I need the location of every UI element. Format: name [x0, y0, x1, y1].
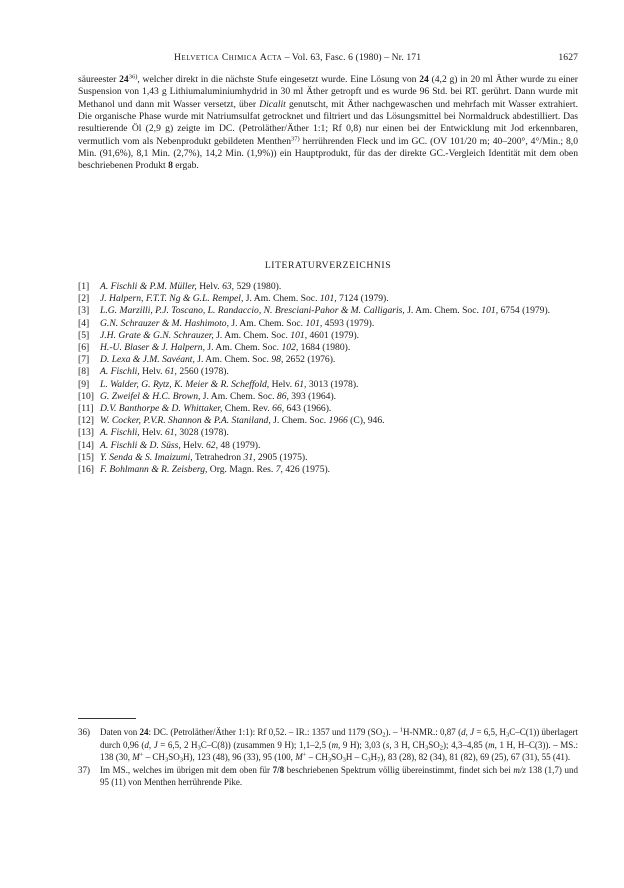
italic-term: Dicalit	[259, 98, 286, 110]
italic-term: s,	[385, 739, 392, 750]
reference-item	[78, 330, 578, 342]
superscript: 1	[399, 726, 404, 734]
reference-authors: Y. Senda & S. Imaizumi,	[100, 451, 193, 463]
reference-authors: J. Halpern, F.T.T. Ng & G.L. Rempel,	[100, 293, 244, 305]
text-run: herrührenden Fleck und im GC. (OV 101/20 m; 40–200°, 4°/Min.; 8,0 Min. (91,6%), 8,1 Min. (2,7%), 14,2 Min. (1,9%)) ein Hauptprodukt, für das der direkte GC.-Vergleich Identität mit dem oben beschriebenen Produkt	[78, 135, 578, 172]
reference-number: [1]	[78, 281, 90, 292]
reference-authors: A. Fischli & D. Süss,	[100, 439, 181, 451]
subscript: 3	[506, 731, 510, 739]
reference-volume: 61,	[164, 427, 177, 439]
text-run: Daten von	[100, 727, 140, 737]
reference-authors: W. Cocker, P.V.R. Shannon & P.A. Staniland,	[100, 415, 271, 427]
reference-volume: 66,	[272, 403, 285, 415]
reference-item	[78, 403, 578, 415]
experimental-paragraph	[78, 74, 578, 173]
reference-pages: 2905 (1975).	[255, 451, 308, 463]
reference-volume: 62,	[205, 439, 218, 451]
text-run: ). –	[385, 727, 400, 737]
reference-volume: 1966	[328, 415, 348, 427]
text-run: 138 (1,7) und 95 (11) von Menthen herrührende Pike.	[100, 764, 578, 788]
subscript: 3	[342, 756, 346, 764]
reference-volume: 63,	[222, 281, 235, 292]
reference-text	[100, 379, 578, 391]
reference-pages: 643 (1966).	[284, 403, 332, 415]
reference-number: [11]	[78, 403, 94, 415]
reference-number: [9]	[78, 378, 90, 390]
reference-number: [12]	[78, 415, 94, 427]
italic-term: M	[132, 752, 140, 763]
text-run: Im MS., welches im übrigen mit dem oben für	[100, 764, 273, 775]
reference-journal: J. Am. Chem. Soc.	[213, 329, 291, 341]
footnote-text	[100, 764, 578, 789]
reference-authors: F. Bohlmann & R. Zeisberg,	[100, 464, 208, 476]
reference-volume: 61,	[294, 378, 307, 390]
reference-volume: 86,	[276, 390, 289, 402]
footnote-ref: 37)	[291, 135, 300, 143]
subscript: 3	[367, 756, 371, 764]
reference-text	[100, 415, 578, 427]
reference-authors: L.G. Marzilli, P.J. Toscano, L. Randaccio, N. Bresciani-Pahor & M. Calligaris,	[100, 305, 405, 317]
reference-text	[100, 281, 578, 293]
text-run: H), 123 (48), 96 (33), 95 (100,	[182, 752, 296, 763]
reference-item	[78, 440, 578, 452]
reference-text	[100, 366, 578, 378]
reference-pages: 3013 (1978).	[306, 378, 359, 390]
reference-authors: L. Walder, G. Rytz, K. Meier & R. Scheffold,	[100, 378, 270, 390]
subscript: 3	[164, 756, 169, 764]
reference-volume: 31,	[243, 451, 256, 463]
reference-number: [3]	[78, 305, 90, 317]
text-run: beschriebenen Spektrum völlig übereinstimmt, findet sich bei	[284, 764, 514, 775]
reference-item	[78, 415, 578, 427]
references-list	[78, 281, 578, 476]
italic-term: m/z	[513, 764, 526, 775]
reference-journal: J. Am. Chem. Soc.	[194, 354, 272, 366]
reference-authors: A. Fischli & P.M. Müller,	[100, 281, 197, 292]
footnote-number: 37)	[78, 764, 90, 775]
text-run: ); 4,3–4,85 (	[443, 739, 489, 750]
reference-number: [5]	[78, 329, 90, 341]
text-run: (4,2 g) in 20 ml Äther wurde zu einer Suspension von 1,43 g Lithiumaluminiumhydrid in 30 ml Äther getropft und es wurde 96 Std. bei RT. gerührt. Dann wurde mit Methanol und dann mit Wasser versetzt, über	[78, 74, 578, 110]
text-run: – CH	[143, 752, 165, 763]
compound-number: 24	[419, 74, 429, 85]
reference-item	[78, 342, 578, 354]
reference-pages: 2560 (1978).	[176, 366, 229, 378]
reference-journal: Helv.	[269, 378, 295, 390]
reference-item	[78, 427, 578, 439]
compound-number: 24	[119, 74, 129, 85]
experimental-text	[78, 74, 578, 173]
reference-pages: 1684 (1980).	[298, 342, 351, 354]
reference-authors: J.H. Grate & G.N. Schrauzer,	[100, 329, 214, 341]
italic-term: d, J	[461, 727, 475, 737]
reference-item	[78, 281, 578, 293]
reference-text	[100, 403, 578, 415]
reference-authors: A. Fischli,	[100, 427, 140, 439]
reference-authors: G.N. Schrauzer & M. Hashimoto,	[100, 317, 229, 329]
reference-item	[78, 379, 578, 391]
subscript: 2	[382, 731, 386, 739]
compound-number: 8	[168, 160, 173, 172]
reference-text	[100, 391, 578, 403]
reference-number: [10]	[78, 390, 94, 402]
reference-text	[100, 305, 578, 317]
footnotes	[78, 726, 578, 789]
reference-authors: G. Zweifel & H.C. Brown,	[100, 390, 201, 402]
reference-item	[78, 452, 578, 464]
reference-pages: 426 (1975).	[282, 464, 331, 476]
reference-item	[78, 318, 578, 330]
reference-authors: H.-U. Blaser & J. Halpern,	[100, 342, 205, 354]
reference-pages: 4593 (1979).	[322, 317, 375, 329]
reference-item	[78, 464, 578, 476]
text-run: SO	[331, 752, 343, 763]
reference-pages: 393 (1964).	[288, 390, 337, 402]
text-run: = 6,5, 2 H	[157, 739, 198, 750]
subscript: 3	[197, 744, 201, 752]
reference-authors: D.V. Banthorpe & D. Whittaker,	[100, 403, 223, 415]
reference-item	[78, 391, 578, 403]
text-run: = 6,5, H	[474, 727, 507, 737]
text-run: 9 H); 3,03 (	[340, 739, 386, 750]
subscript: 3	[327, 756, 332, 764]
reference-journal: J. Am. Chem. Soc.	[200, 390, 277, 402]
superscript: +	[139, 751, 144, 759]
reference-pages: 4601 (1979).	[307, 329, 360, 341]
text-run: H – C	[345, 752, 368, 763]
text-run: säureester	[78, 74, 120, 85]
reference-pages: 529 (1980).	[234, 281, 282, 292]
reference-authors: D. Lexa & J.M. Savéant,	[100, 354, 195, 366]
reference-journal: J. Am. Chem. Soc.	[404, 305, 482, 317]
subscript: 2	[439, 744, 444, 752]
references-heading: LITERATURVERZEICHNIS	[264, 260, 392, 271]
reference-text	[100, 427, 578, 439]
text-run: H-NMR.: 0,87 (	[403, 727, 462, 737]
reference-number: [8]	[78, 366, 90, 378]
reference-item	[78, 354, 578, 366]
reference-number: [7]	[78, 354, 90, 366]
text-run: SO	[168, 752, 180, 763]
footnote-ref: 36)	[128, 73, 138, 81]
italic-term: m,	[331, 739, 341, 750]
reference-number: [4]	[78, 317, 90, 329]
journal-citation	[174, 52, 421, 63]
text-run: genutscht, mit Äther nachgewaschen und mehrfach mit Wasser extrahiert. Die organische Phase wurde mit Natriumsulfat getrocknet und filtriert und das Lösungsmittel bei Normaldruck abdestilliert. Das resultierende Öl (2,9 g) zeigte im DC. (Petroläther/Äther 1:1; Rf 0,8) nur einen bei der Entwicklung mit Jod erkennbaren, vermutlich vom als Nebenprodukt gebildeten Menthen	[78, 98, 578, 147]
text-run: C–C(8)) (zusammen 9 H); 1,1–2,5 (	[200, 739, 332, 750]
reference-journal: Chem. Rev.	[222, 403, 273, 415]
footnote-divider	[78, 718, 136, 719]
text-run: H	[370, 752, 378, 763]
reference-journal: Helv.	[139, 366, 165, 378]
reference-journal: Helv.	[180, 439, 206, 451]
reference-pages: 48 (1979).	[217, 439, 261, 451]
reference-volume: 101,	[290, 329, 308, 341]
reference-text	[100, 293, 578, 305]
reference-text	[100, 464, 578, 476]
reference-journal: J. Chem. Soc.	[270, 415, 329, 427]
reference-journal: J. Am. Chem. Soc.	[204, 342, 282, 354]
text-run: 3 H, CH	[391, 739, 426, 750]
reference-item	[78, 305, 578, 317]
reference-authors: A. Fischli,	[100, 366, 140, 378]
text-run: , welcher direkt in die nächste Stufe eingesetzt wurde. Eine Lösung von	[137, 74, 420, 85]
compound-number: 7/8	[272, 764, 285, 775]
reference-journal: Helv.	[196, 281, 223, 292]
superscript: +	[302, 751, 307, 759]
reference-text	[100, 440, 578, 452]
page-number: 1627	[558, 52, 578, 63]
reference-volume: 101,	[319, 293, 337, 305]
text-run: ), 83 (28), 82 (34), 81 (82), 69 (25), 67 (31), 55 (41).	[380, 752, 571, 763]
reference-volume: 7,	[275, 464, 283, 476]
reference-volume: 101,	[305, 317, 323, 329]
italic-term: m,	[488, 739, 497, 750]
journal-volume-issue: – Vol. 63, Fasc. 6 (1980) – Nr. 171	[282, 52, 422, 63]
reference-volume: 61,	[164, 366, 177, 378]
footnote-36	[78, 726, 578, 764]
reference-journal: Org. Magn. Res.	[207, 464, 276, 476]
reference-item	[78, 366, 578, 378]
reference-volume: 101,	[481, 305, 499, 317]
footnote-37	[78, 764, 578, 789]
italic-term: d, J	[144, 739, 158, 750]
reference-text	[100, 342, 578, 354]
compound-number: 24	[139, 727, 149, 737]
reference-number: [13]	[78, 427, 94, 439]
text-run: C–C(1)) überlagert durch 0,96 (	[100, 727, 579, 750]
reference-number: [16]	[78, 464, 94, 476]
reference-pages: 6754 (1979).	[498, 305, 551, 317]
subscript: 3	[179, 756, 183, 764]
reference-number: [14]	[78, 439, 94, 451]
text-run: : DC. (Petroläther/Äther 1:1): Rf 0,52. – IR.: 1357 und 1179 (SO	[148, 727, 383, 737]
text-run: 1 H, H–C(3)). – MS.: 138 (30,	[100, 739, 578, 763]
reference-pages: 7124 (1979).	[336, 293, 389, 305]
reference-text	[100, 354, 578, 366]
journal-name: Helvetica Chimica Acta	[174, 52, 283, 63]
subscript: 3	[425, 744, 429, 752]
reference-volume: 102,	[281, 342, 299, 354]
reference-pages: 2652 (1976).	[283, 354, 336, 366]
reference-number: [6]	[78, 342, 90, 354]
italic-term: M	[295, 752, 303, 763]
text-run: ergab.	[172, 160, 199, 172]
reference-number: [2]	[78, 293, 90, 305]
reference-journal: J. Am. Chem. Soc.	[228, 317, 306, 329]
text-run: SO	[428, 739, 440, 750]
footnote-text	[100, 726, 578, 764]
footnote-number: 36)	[78, 727, 90, 737]
reference-pages: (C), 946.	[347, 415, 385, 427]
reference-number: [15]	[78, 451, 94, 463]
reference-journal: Tetrahedron	[192, 451, 244, 463]
reference-journal: Helv.	[139, 427, 165, 439]
text-run: – CH	[306, 752, 328, 763]
reference-text	[100, 318, 578, 330]
reference-item	[78, 293, 578, 305]
reference-text	[100, 452, 578, 464]
reference-text	[100, 330, 578, 342]
subscript: 7	[377, 756, 381, 764]
reference-journal: J. Am. Chem. Soc.	[243, 293, 320, 305]
reference-volume: 98,	[271, 354, 284, 366]
reference-pages: 3028 (1978).	[176, 427, 229, 439]
